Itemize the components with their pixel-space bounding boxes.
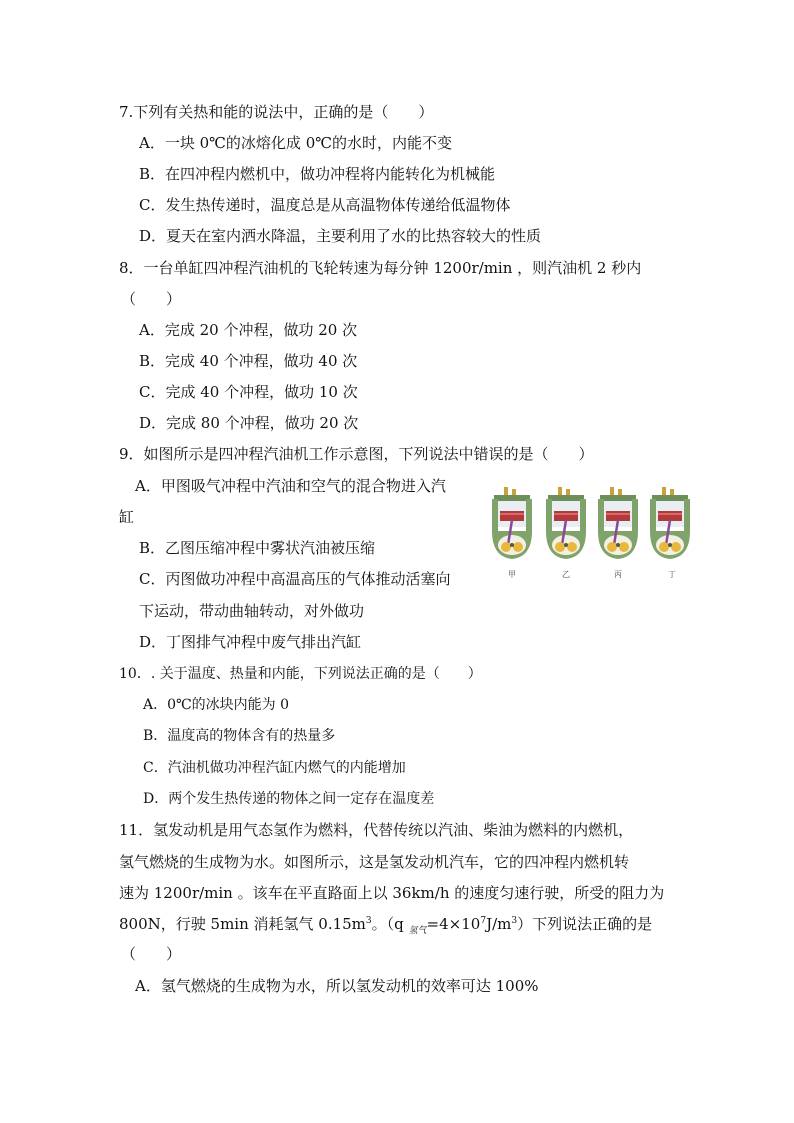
q8-option-c: C．完成 40 个冲程，做功 10 次 <box>139 383 358 401</box>
figure-label-jia: 甲 <box>508 570 516 579</box>
q11-line-2: 氢气燃烧的生成物为水。如图所示，这是氢发动机汽车，它的四冲程内燃机转 <box>119 853 630 871</box>
engine-diagram-jia <box>492 487 532 559</box>
engine-diagram-ding <box>650 487 690 559</box>
q7-option-a: A．一块 0℃的冰熔化成 0℃的水时，内能不变 <box>139 134 453 152</box>
q9-option-c: C．丙图做功冲程中高温高压的气体推动活塞向 <box>139 570 451 588</box>
q11-answer-paren: （ ） <box>121 945 182 963</box>
engine-diagram-yi <box>546 487 586 559</box>
q11-sup-2: 7 <box>480 916 487 926</box>
q11-line-4 <box>119 914 652 937</box>
q11-sup-3: 3 <box>511 916 518 926</box>
q11-line-4-e: ）下列说法正确的是 <box>517 915 653 933</box>
q8-option-d: D．完成 80 个冲程，做功 20 次 <box>139 414 359 432</box>
figure-label-bing: 丙 <box>614 570 622 579</box>
q7-stem: 7.下列有关热和能的说法中，正确的是（ ） <box>119 103 434 121</box>
q8-option-b: B．完成 40 个冲程，做功 40 次 <box>139 352 358 370</box>
q11-line-4-d: J/m <box>486 915 512 933</box>
q11-option-a: A．氢气燃烧的生成物为水，所以氢发动机的效率可达 100% <box>135 977 539 995</box>
q11-line-3: 速为 1200r/min 。该车在平直路面上以 36km/h 的速度匀速行驶，所受的阻力为 <box>119 884 665 902</box>
q8-answer-paren: （ ） <box>121 290 182 308</box>
q11-line-4-c: =4×10 <box>426 915 481 933</box>
q7-option-b: B．在四冲程内燃机中，做功冲程将内能转化为机械能 <box>139 165 496 183</box>
q9-option-b: B．乙图压缩冲程中雾状汽油被压缩 <box>139 539 376 557</box>
q8-stem: 8．一台单缸四冲程汽油机的飞轮转速为每分钟 1200r/min ，则汽油机 2 秒内 <box>119 259 642 277</box>
q9-option-a-cont: 缸 <box>119 508 135 526</box>
q7-option-c: C．发生热传递时，温度总是从高温物体传递给低温物体 <box>139 196 511 214</box>
q11-sup-1: 3 <box>365 916 372 926</box>
q11-sub-hydrogen: 氢气 <box>408 926 427 936</box>
q9-option-d: D．丁图排气冲程中废气排出汽缸 <box>139 633 362 651</box>
figure-label-ding: 丁 <box>668 570 676 579</box>
q8-option-a: A．完成 20 个冲程，做功 20 次 <box>139 321 358 339</box>
q10-option-b: B．温度高的物体含有的热量多 <box>143 728 336 744</box>
q11-line-4-b: 。（q <box>371 915 409 933</box>
q11-line-1: 11．氢发动机是用气态氢作为燃料，代替传统以汽油、柴油为燃料的内燃机， <box>119 821 634 839</box>
q11-line-4-a: 800N，行驶 5min 消耗氢气 0.15m <box>119 915 366 933</box>
q9-option-a: A．甲图吸气冲程中汽油和空气的混合物进入汽 <box>135 477 446 495</box>
q10-stem: 10．. 关于温度、热量和内能，下列说法正确的是（ ） <box>119 666 482 682</box>
figure-label-yi: 乙 <box>562 570 570 579</box>
q7-option-d: D．夏天在室内洒水降温，主要利用了水的比热容较大的性质 <box>139 227 542 245</box>
q10-option-d: D．两个发生热传递的物体之间一定存在温度差 <box>143 791 435 807</box>
four-stroke-engine-figure <box>486 483 700 583</box>
q9-stem: 9．如图所示是四冲程汽油机工作示意图，下列说法中错误的是（ ） <box>119 445 594 463</box>
q10-option-a: A．0℃的冰块内能为 0 <box>143 697 290 713</box>
q9-option-c-cont: 下运动，带动曲轴转动，对外做功 <box>139 602 365 620</box>
engine-diagram-bing <box>598 487 638 559</box>
q10-option-c: C．汽油机做功冲程汽缸内燃气的内能增加 <box>143 760 406 776</box>
